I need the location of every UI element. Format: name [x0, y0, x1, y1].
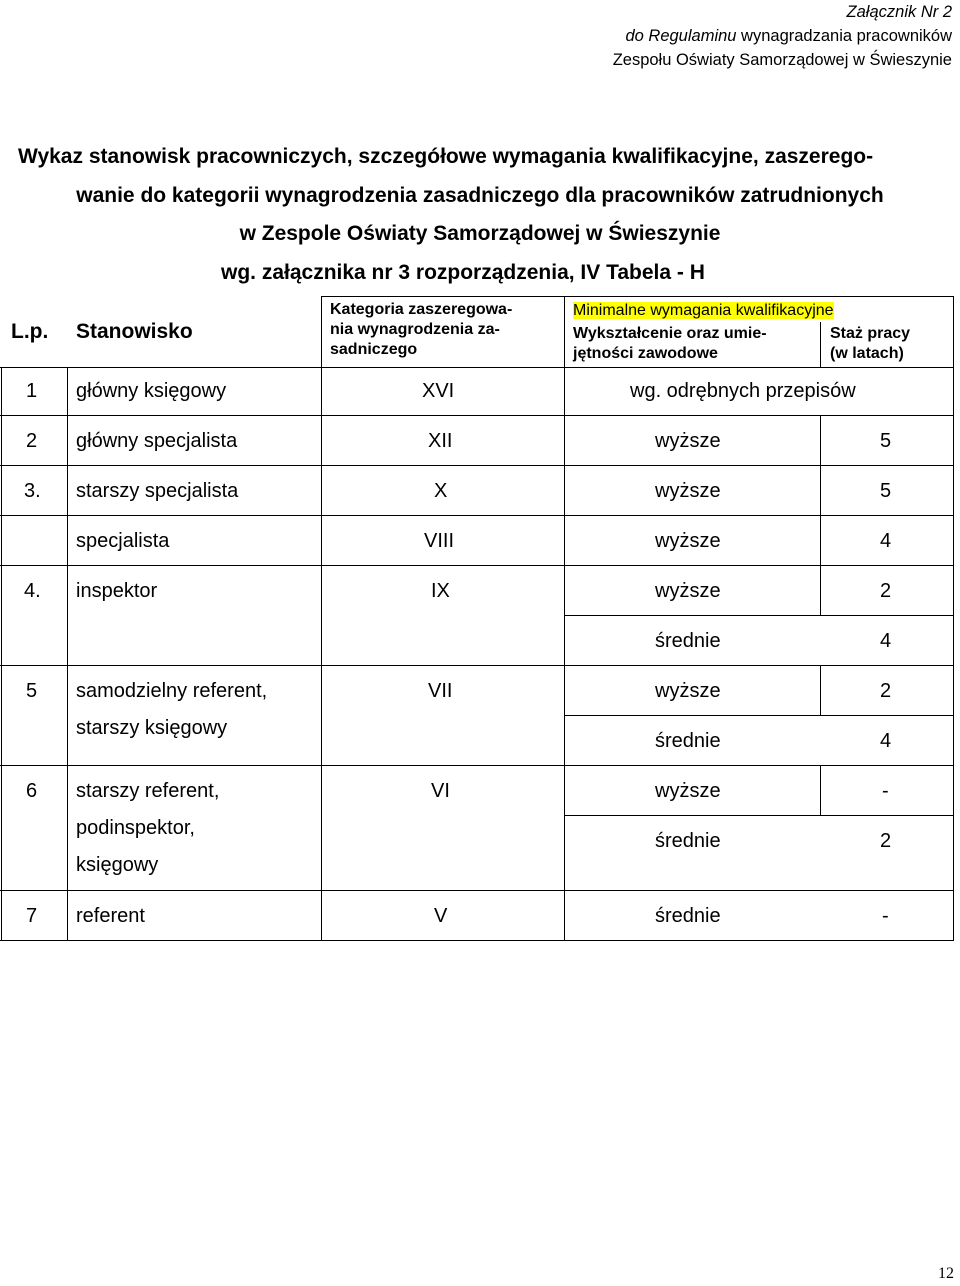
table-row-note: wg. odrębnych przepisów — [630, 380, 856, 402]
table-rule — [0, 415, 954, 416]
table-row-position: główny specjalista — [76, 430, 238, 452]
header-education-line-1: Wykształcenie oraz umie- — [573, 325, 767, 342]
table-row-position-line-1: starszy referent, — [76, 780, 220, 802]
table-row-education-secondary: średnie — [655, 730, 721, 752]
attachment-number: Załącznik Nr 2 — [846, 3, 952, 21]
table-rule — [564, 296, 565, 941]
table-row-education: średnie — [655, 905, 721, 927]
table-row-category: VIII — [424, 530, 455, 552]
table-row-position-line-2: podinspektor, — [76, 817, 195, 839]
header-education-line-2: jętności zawodowe — [573, 345, 718, 362]
table-row-experience-secondary: 2 — [880, 830, 892, 852]
table-row-position-line-3: księgowy — [76, 854, 159, 876]
title-line-4: wg. załącznika nr 3 rozporządzenia, IV Tabela - H — [221, 260, 705, 284]
table-row-experience-secondary: 4 — [880, 730, 892, 752]
header-education — [573, 324, 767, 364]
table-row-position: specjalista — [76, 530, 170, 552]
table-rule — [820, 765, 821, 815]
title-line-2: wanie do kategorii wynagrodzenia zasadniczego dla pracowników zatrudnionych — [76, 183, 884, 207]
institution-line: Zespołu Oświaty Samorządowej w Świeszynie — [612, 51, 952, 69]
table-row-category: IX — [431, 580, 450, 602]
page-number: 12 — [938, 1265, 954, 1282]
table-row-lp: 2 — [26, 430, 38, 452]
table-row-position-line-2: starszy księgowy — [76, 717, 228, 739]
table-row-education-secondary: średnie — [655, 630, 721, 652]
header-lp: L.p. — [11, 320, 49, 343]
table-row-category: VII — [428, 680, 453, 702]
table-rule — [820, 665, 821, 715]
header-experience — [830, 324, 910, 364]
title-line-3: w Zespole Oświaty Samorządowej w Świeszynie — [239, 222, 721, 245]
header-category-line-1: Kategoria zaszeregowa- — [330, 301, 513, 318]
table-row-position-line-1: samodzielny referent, — [76, 680, 268, 702]
table-row-education-secondary: średnie — [655, 830, 721, 852]
table-row-lp: 6 — [26, 780, 38, 802]
table-row-experience: 4 — [880, 530, 892, 552]
title-line-1: Wykaz stanowisk pracowniczych, szczegółowe wymagania kwalifikacyjne, zaszerego- — [18, 145, 874, 168]
table-row-education: wyższe — [655, 680, 721, 702]
header-min-requirements-label: Minimalne wymagania kwalifikacyjne — [573, 302, 834, 319]
header-experience-line-2: (w latach) — [830, 345, 904, 362]
table-row-position: inspektor — [76, 580, 158, 602]
regulation-italic: do Regulaminu — [625, 27, 737, 45]
table-rule — [0, 665, 954, 666]
table-rule — [321, 296, 954, 297]
table-row-education: wyższe — [655, 780, 721, 802]
table-rule — [0, 515, 954, 516]
table-rule — [564, 815, 954, 816]
table-row-experience: - — [882, 905, 889, 927]
table-row-experience: 2 — [880, 580, 892, 602]
header-position: Stanowisko — [76, 320, 193, 343]
table-row-experience: 5 — [880, 430, 892, 452]
table-row-education: wyższe — [655, 430, 721, 452]
regulation-rest: wynagradzania pracowników — [736, 27, 952, 45]
table-row-category: XVI — [422, 380, 455, 402]
table-row-lp: 5 — [26, 680, 38, 702]
table-rule — [564, 615, 954, 616]
table-row-category: X — [434, 480, 448, 502]
table-row-position: starszy specjalista — [76, 480, 239, 502]
table-row-lp: 4. — [24, 580, 41, 602]
table-rule — [0, 890, 954, 891]
table-rule — [820, 565, 821, 615]
header-min-requirements — [573, 301, 834, 321]
table-row-position: referent — [76, 905, 145, 927]
table-row-experience: - — [882, 780, 889, 802]
table-row-experience: 5 — [880, 480, 892, 502]
table-rule — [820, 415, 821, 565]
table-rule — [67, 367, 68, 941]
header-category — [330, 300, 556, 360]
table-rule — [820, 322, 821, 367]
table-rule — [0, 565, 954, 566]
table-row-category: XII — [428, 430, 453, 452]
table-rule — [564, 715, 954, 716]
table-row-education: wyższe — [655, 580, 721, 602]
table-row-lp: 3. — [24, 480, 41, 502]
header-experience-line-1: Staż pracy — [830, 325, 911, 342]
table-rule — [0, 765, 954, 766]
table-row-position: główny księgowy — [76, 380, 227, 402]
header-category-line-2: nia wynagrodzenia za- — [330, 321, 500, 338]
table-rule — [1, 367, 2, 941]
table-row-education: wyższe — [655, 480, 721, 502]
table-row-education: wyższe — [655, 530, 721, 552]
table-row-experience: 2 — [880, 680, 892, 702]
table-rule — [0, 940, 954, 941]
table-row-experience-secondary: 4 — [880, 630, 892, 652]
table-row-category: VI — [431, 780, 450, 802]
table-rule — [953, 296, 954, 941]
table-row-lp: 1 — [26, 380, 38, 402]
table-row-category: V — [434, 905, 448, 927]
table-row-lp: 7 — [26, 905, 38, 927]
table-rule — [0, 367, 954, 368]
header-category-line-3: sadniczego — [330, 341, 418, 358]
table-rule — [0, 465, 954, 466]
table-rule — [321, 296, 322, 941]
